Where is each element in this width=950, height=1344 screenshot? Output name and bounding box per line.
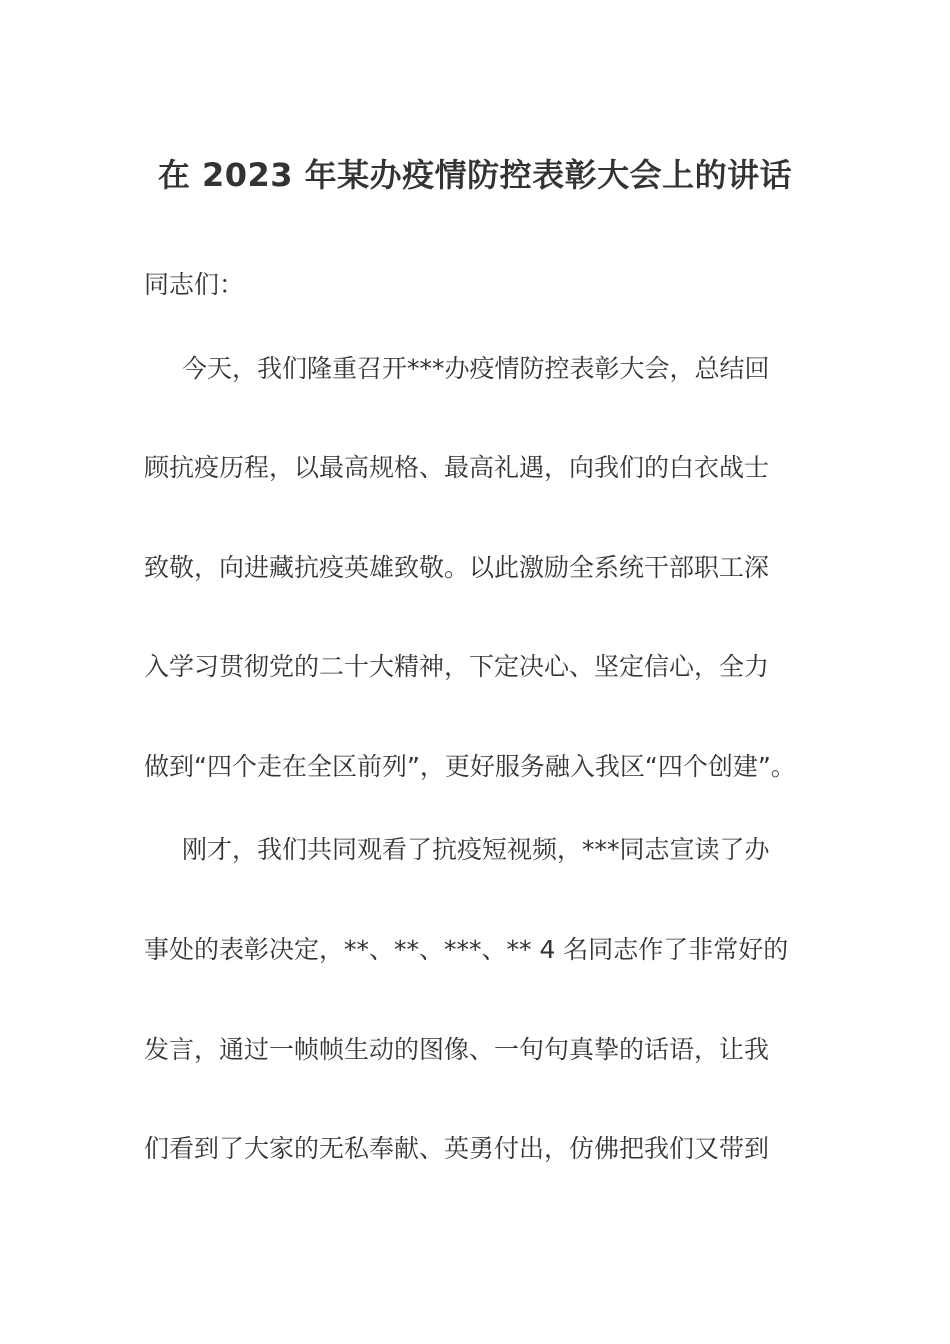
paragraph-line: 发言，通过一帧帧生动的图像、一句句真挚的话语，让我 bbox=[144, 1035, 770, 1064]
paragraph-line: 顾抗疫历程，以最高规格、最高礼遇，向我们的白衣战士 bbox=[144, 453, 770, 482]
salutation: 同志们： bbox=[144, 270, 245, 299]
paragraph-line: 做到“四个走在全区前列”，更好服务融入我区“四个创建”。 bbox=[144, 752, 796, 781]
paragraph-line: 刚才，我们共同观看了抗疫短视频，***同志宣读了办 bbox=[182, 835, 770, 864]
paragraph-line: 致敬，向进藏抗疫英雄致敬。以此激励全系统干部职工深 bbox=[144, 553, 770, 582]
paragraph-line: 入学习贯彻党的二十大精神，下定决心、坚定信心，全力 bbox=[144, 652, 770, 681]
paragraph-line: 们看到了大家的无私奉献、英勇付出，仿佛把我们又带到 bbox=[144, 1134, 770, 1163]
paragraph-line: 今天，我们隆重召开***办疫情防控表彰大会，总结回 bbox=[182, 354, 770, 383]
paragraph-line: 事处的表彰决定，**、**、***、** 4 名同志作了非常好的 bbox=[144, 935, 789, 964]
document-title: 在 2023 年某办疫情防控表彰大会上的讲话 bbox=[157, 156, 793, 194]
